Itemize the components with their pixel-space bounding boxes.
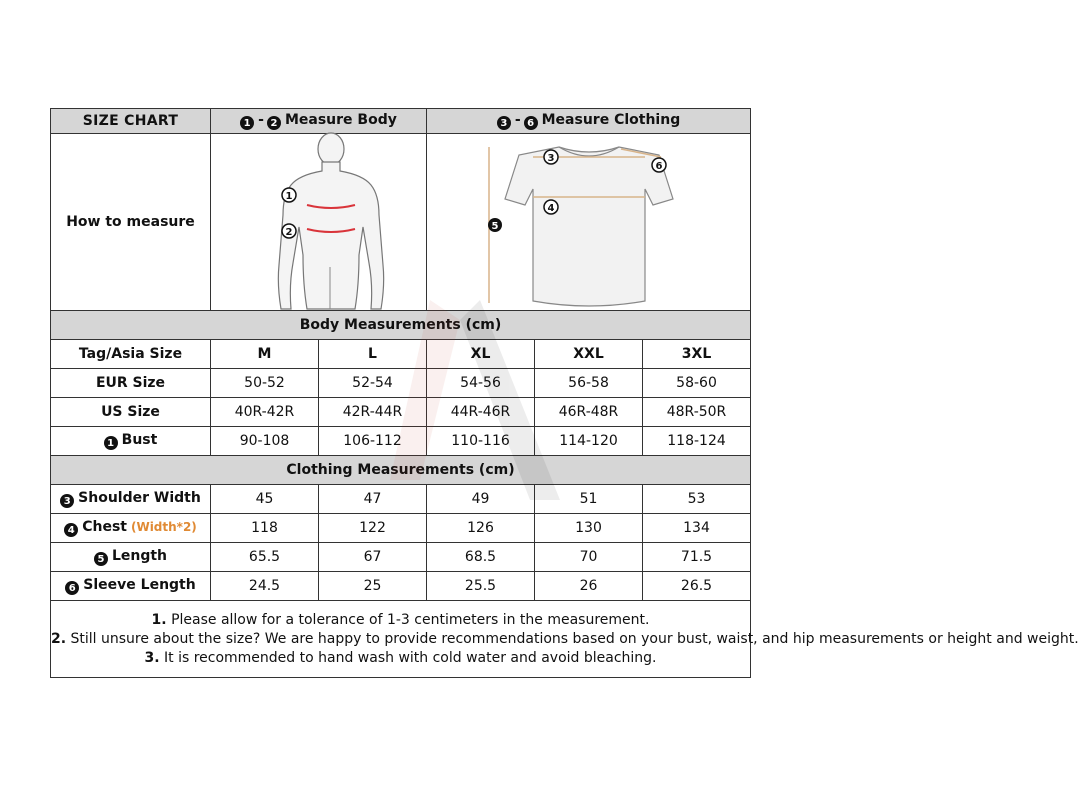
table-cell: 126 bbox=[427, 514, 535, 543]
measure-body-label: Measure Body bbox=[284, 111, 397, 128]
bust-label: Bust bbox=[121, 431, 158, 448]
table-row bbox=[51, 340, 751, 369]
table-cell: 106-112 bbox=[319, 427, 427, 456]
diagram-marker-3-icon bbox=[544, 150, 558, 164]
row-label bbox=[51, 485, 211, 514]
measure-body-sep: - bbox=[258, 111, 264, 128]
size-cell: XXL bbox=[535, 340, 643, 369]
marker-6-icon: 6 bbox=[524, 116, 538, 130]
table-cell: 51 bbox=[535, 485, 643, 514]
note-item bbox=[51, 630, 1079, 649]
table-cell: 130 bbox=[535, 514, 643, 543]
table-cell: 118 bbox=[211, 514, 319, 543]
clothing-section-title: Clothing Measurements (cm) bbox=[51, 456, 751, 485]
note-text: Please allow for a tolerance of 1-3 centimeters in the measurement. bbox=[171, 611, 650, 628]
chest-label: Chest bbox=[82, 518, 127, 535]
sleeve-label: Sleeve Length bbox=[83, 576, 196, 593]
table-cell: 26 bbox=[535, 572, 643, 601]
table-cell: 25.5 bbox=[427, 572, 535, 601]
table-cell: 48R-50R bbox=[643, 398, 751, 427]
table-cell: 50-52 bbox=[211, 369, 319, 398]
svg-text:2: 2 bbox=[285, 227, 293, 238]
how-to-measure-label: How to measure bbox=[51, 134, 211, 311]
note-number: 3. bbox=[144, 649, 160, 666]
row-label bbox=[51, 572, 211, 601]
table-row bbox=[51, 369, 751, 398]
svg-text:6: 6 bbox=[655, 161, 662, 172]
marker-2-icon: 2 bbox=[267, 116, 281, 130]
measure-clothing-header bbox=[427, 109, 751, 134]
table-cell: 54-56 bbox=[427, 369, 535, 398]
note-text: It is recommended to hand wash with cold water and avoid bleaching. bbox=[164, 649, 657, 666]
table-cell: 25 bbox=[319, 572, 427, 601]
diagram-marker-5-icon bbox=[488, 218, 502, 232]
table-cell: 24.5 bbox=[211, 572, 319, 601]
svg-text:3: 3 bbox=[547, 153, 554, 164]
table-cell: 42R-44R bbox=[319, 398, 427, 427]
chest-width-note: (Width*2) bbox=[130, 519, 197, 534]
clothing-diagram-cell bbox=[427, 134, 751, 311]
measure-clothing-sep: - bbox=[514, 111, 521, 128]
table-row bbox=[51, 485, 751, 514]
size-cell: L bbox=[319, 340, 427, 369]
sleeve-marker-icon: 6 bbox=[65, 581, 79, 595]
body-section-title: Body Measurements (cm) bbox=[51, 311, 751, 340]
table-cell: 134 bbox=[643, 514, 751, 543]
marker-1-icon: 1 bbox=[240, 116, 254, 130]
marker-3-icon: 3 bbox=[497, 116, 511, 130]
shoulder-label: Shoulder Width bbox=[78, 489, 201, 506]
table-cell: 70 bbox=[535, 543, 643, 572]
table-cell: 58-60 bbox=[643, 369, 751, 398]
note-item bbox=[51, 649, 750, 668]
table-cell: 45 bbox=[211, 485, 319, 514]
row-label: EUR Size bbox=[51, 369, 211, 398]
diagram-marker-2-icon bbox=[282, 224, 296, 238]
body-section-row bbox=[51, 311, 751, 340]
table-cell: 118-124 bbox=[643, 427, 751, 456]
size-chart-table bbox=[50, 108, 1079, 678]
table-cell: 122 bbox=[319, 514, 427, 543]
row-label bbox=[51, 514, 211, 543]
table-cell: 26.5 bbox=[643, 572, 751, 601]
diagram-marker-6-icon bbox=[652, 158, 666, 172]
table-cell: 68.5 bbox=[427, 543, 535, 572]
length-label: Length bbox=[111, 547, 168, 564]
size-cell: M bbox=[211, 340, 319, 369]
table-cell: 67 bbox=[319, 543, 427, 572]
table-row bbox=[51, 398, 751, 427]
size-cell: 3XL bbox=[643, 340, 751, 369]
tshirt-figure-icon bbox=[429, 135, 749, 309]
diagram-marker-4-icon bbox=[544, 200, 558, 214]
size-cell: XL bbox=[427, 340, 535, 369]
table-cell: 56-58 bbox=[535, 369, 643, 398]
svg-text:5: 5 bbox=[491, 221, 498, 232]
table-row bbox=[51, 543, 751, 572]
table-cell: 114-120 bbox=[535, 427, 643, 456]
note-number: 2. bbox=[51, 630, 67, 647]
body-diagram-cell bbox=[211, 134, 427, 311]
table-cell: 46R-48R bbox=[535, 398, 643, 427]
table-cell: 90-108 bbox=[211, 427, 319, 456]
body-figure-icon bbox=[211, 135, 451, 309]
length-marker-icon: 5 bbox=[94, 552, 108, 566]
table-cell: 47 bbox=[319, 485, 427, 514]
notes-row bbox=[51, 601, 751, 678]
measure-body-header bbox=[211, 109, 427, 134]
row-label: US Size bbox=[51, 398, 211, 427]
measure-clothing-label: Measure Clothing bbox=[541, 111, 681, 128]
svg-text:1: 1 bbox=[285, 191, 293, 202]
table-row bbox=[51, 427, 751, 456]
notes-cell bbox=[51, 601, 1079, 678]
row-label bbox=[51, 543, 211, 572]
table-row bbox=[51, 572, 751, 601]
table-cell: 110-116 bbox=[427, 427, 535, 456]
note-item bbox=[51, 611, 750, 630]
table-cell: 49 bbox=[427, 485, 535, 514]
clothing-section-row bbox=[51, 456, 751, 485]
table-cell: 53 bbox=[643, 485, 751, 514]
note-text: Still unsure about the size? We are happy to provide recommendations based on your bust, waist, and hip measurements or height and weight. bbox=[70, 630, 1079, 647]
table-cell: 65.5 bbox=[211, 543, 319, 572]
svg-text:4: 4 bbox=[547, 203, 554, 214]
diagram-marker-1-icon bbox=[282, 188, 296, 202]
row-label bbox=[51, 427, 211, 456]
note-number: 1. bbox=[151, 611, 167, 628]
table-cell: 40R-42R bbox=[211, 398, 319, 427]
chest-marker-icon: 4 bbox=[64, 523, 78, 537]
how-to-measure-row bbox=[51, 134, 751, 311]
table-row bbox=[51, 514, 751, 543]
table-cell: 52-54 bbox=[319, 369, 427, 398]
shoulder-marker-icon: 3 bbox=[60, 494, 74, 508]
table-cell: 71.5 bbox=[643, 543, 751, 572]
bust-marker-icon: 1 bbox=[104, 436, 118, 450]
table-cell: 44R-46R bbox=[427, 398, 535, 427]
row-label: Tag/Asia Size bbox=[51, 340, 211, 369]
size-chart-title: SIZE CHART bbox=[51, 109, 211, 134]
header-row bbox=[51, 109, 751, 134]
